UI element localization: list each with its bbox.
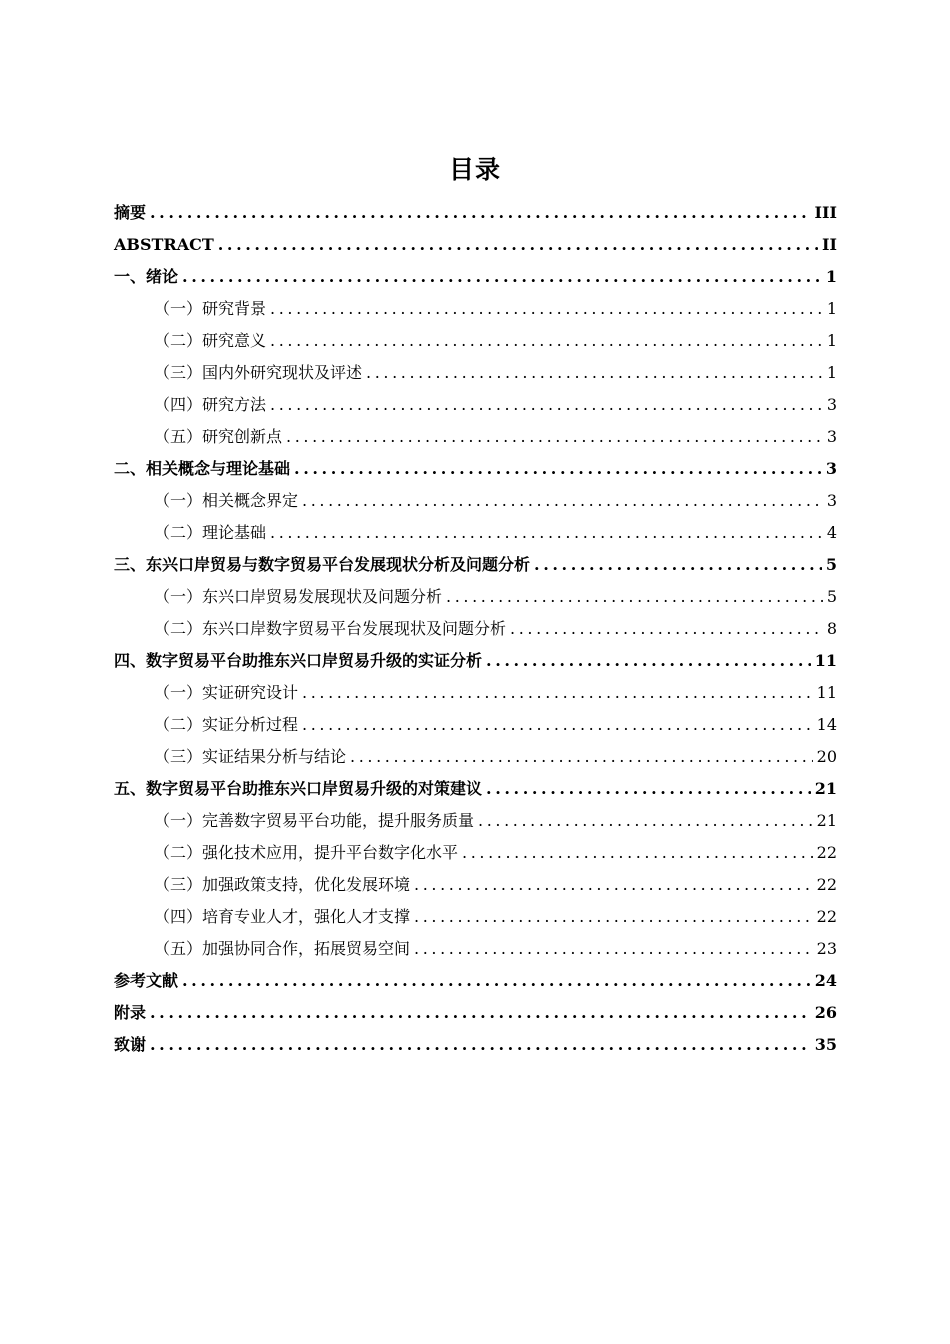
toc-entry[interactable]	[114, 613, 837, 645]
dot-leader	[366, 357, 823, 389]
toc-entry-page: 4	[826, 523, 837, 542]
toc-entry-page: 3	[826, 395, 837, 414]
toc-entry-page: 22	[816, 875, 837, 894]
toc-entry[interactable]	[114, 869, 837, 901]
toc-entry-page: 1	[826, 363, 837, 382]
toc-entry-number: （五）	[154, 939, 203, 958]
dot-leader	[414, 869, 813, 901]
dot-leader	[462, 837, 813, 869]
toc-entry[interactable]	[114, 773, 837, 805]
toc-entry-page: 1	[826, 331, 837, 350]
table-of-contents	[114, 197, 837, 1061]
toc-entry-page: 5	[826, 587, 837, 606]
dot-leader	[286, 421, 823, 453]
dot-leader	[350, 741, 813, 773]
dot-leader	[182, 261, 822, 293]
toc-entry-number: （三）	[154, 747, 203, 766]
toc-entry-number: （一）	[154, 587, 203, 606]
toc-entry-title: 研究方法	[202, 395, 267, 414]
toc-entry-page: 3	[825, 459, 837, 478]
toc-entry[interactable]	[114, 485, 837, 517]
toc-entry-page: 22	[816, 843, 837, 862]
toc-entry-number: （二）	[154, 843, 203, 862]
toc-entry[interactable]	[114, 229, 837, 261]
toc-entry-page: 21	[816, 811, 837, 830]
toc-entry-title: ABSTRACT	[114, 235, 214, 254]
page-title: 目录	[448, 155, 501, 184]
toc-entry-title: 实证结果分析与结论	[202, 747, 347, 766]
toc-entry[interactable]	[114, 325, 837, 357]
toc-entry-title: 加强政策支持，优化发展环境	[202, 875, 411, 894]
toc-entry-title: 致谢	[114, 1035, 147, 1054]
toc-entry-number: 三、	[114, 555, 147, 574]
dot-leader	[270, 389, 823, 421]
toc-entry-page: 21	[814, 779, 837, 798]
toc-entry[interactable]	[114, 197, 837, 229]
toc-entry-page: 5	[825, 555, 837, 574]
dot-leader	[478, 805, 813, 837]
toc-entry-page: 11	[814, 651, 837, 670]
dot-leader	[302, 709, 813, 741]
toc-entry-title: 相关概念界定	[202, 491, 299, 510]
toc-entry[interactable]	[114, 389, 837, 421]
toc-entry[interactable]	[114, 549, 837, 581]
toc-entry[interactable]	[114, 677, 837, 709]
toc-entry[interactable]	[114, 517, 837, 549]
toc-entry-number: （二）	[154, 619, 203, 638]
toc-entry-title: 摘要	[114, 203, 147, 222]
toc-entry[interactable]	[114, 581, 837, 613]
toc-entry-page: 35	[814, 1035, 837, 1054]
toc-entry-title: 实证研究设计	[202, 683, 299, 702]
toc-entry-title: 东兴口岸数字贸易平台发展现状及问题分析	[202, 619, 507, 638]
toc-entry-number: （二）	[154, 523, 203, 542]
dot-leader	[414, 901, 813, 933]
toc-entry-title: 东兴口岸贸易与数字贸易平台发展现状分析及问题分析	[146, 555, 531, 574]
dot-leader	[302, 485, 823, 517]
toc-entry-page: 26	[814, 1003, 837, 1022]
toc-entry[interactable]	[114, 293, 837, 325]
toc-entry-title: 加强协同合作，拓展贸易空间	[202, 939, 411, 958]
toc-entry-title: 实证分析过程	[202, 715, 299, 734]
dot-leader	[510, 613, 823, 645]
toc-entry-title: 相关概念与理论基础	[146, 459, 291, 478]
toc-entry[interactable]	[114, 1029, 837, 1061]
toc-entry-title: 附录	[114, 1003, 147, 1022]
dot-leader	[486, 645, 811, 677]
dot-leader	[218, 229, 818, 261]
toc-entry-page: 24	[814, 971, 837, 990]
dot-leader	[446, 581, 823, 613]
toc-entry[interactable]	[114, 965, 837, 997]
toc-entry-title: 数字贸易平台助推东兴口岸贸易升级的对策建议	[146, 779, 483, 798]
toc-entry-page: 3	[826, 491, 837, 510]
toc-entry[interactable]	[114, 805, 837, 837]
toc-entry[interactable]	[114, 453, 837, 485]
toc-entry-title: 绪论	[146, 267, 179, 286]
toc-entry[interactable]	[114, 741, 837, 773]
toc-entry-number: 五、	[114, 779, 147, 798]
toc-entry[interactable]	[114, 645, 837, 677]
toc-entry-number: （三）	[154, 875, 203, 894]
toc-entry-title: 培育专业人才，强化人才支撑	[202, 907, 411, 926]
toc-entry-page: II	[822, 235, 837, 254]
toc-entry[interactable]	[114, 261, 837, 293]
toc-entry-number: （三）	[154, 363, 203, 382]
toc-entry-title: 理论基础	[202, 523, 267, 542]
dot-leader	[486, 773, 811, 805]
toc-entry-page: 23	[816, 939, 837, 958]
dot-leader	[302, 677, 813, 709]
toc-entry-page: 3	[826, 427, 837, 446]
dot-leader	[182, 965, 811, 997]
toc-entry-title: 东兴口岸贸易发展现状及问题分析	[202, 587, 443, 606]
toc-entry-number: 四、	[114, 651, 147, 670]
dot-leader	[150, 1029, 811, 1061]
toc-entry-title: 国内外研究现状及评述	[202, 363, 363, 382]
toc-entry-number: （二）	[154, 715, 203, 734]
toc-entry-number: 一、	[114, 267, 147, 286]
toc-entry-title: 研究创新点	[202, 427, 283, 446]
toc-entry[interactable]	[114, 997, 837, 1029]
toc-entry[interactable]	[114, 901, 837, 933]
dot-leader	[414, 933, 813, 965]
dot-leader	[270, 293, 823, 325]
toc-entry-number: （一）	[154, 491, 203, 510]
toc-entry[interactable]	[114, 357, 837, 389]
toc-entry-number: （一）	[154, 299, 203, 318]
dot-leader	[294, 453, 822, 485]
dot-leader	[270, 517, 823, 549]
toc-entry-page: 14	[816, 715, 837, 734]
dot-leader	[534, 549, 822, 581]
toc-entry-title: 研究意义	[202, 331, 267, 350]
toc-entry[interactable]	[114, 933, 837, 965]
toc-entry[interactable]	[114, 421, 837, 453]
toc-entry-page: 1	[825, 267, 837, 286]
toc-entry-number: 二、	[114, 459, 147, 478]
toc-entry[interactable]	[114, 709, 837, 741]
toc-entry-title: 强化技术应用，提升平台数字化水平	[202, 843, 459, 862]
toc-entry-number: （二）	[154, 331, 203, 350]
toc-entry-number: （一）	[154, 683, 203, 702]
dot-leader	[150, 997, 811, 1029]
toc-entry-page: 11	[816, 683, 837, 702]
toc-entry-page: 22	[816, 907, 837, 926]
toc-entry-number: （四）	[154, 907, 203, 926]
toc-entry-page: III	[814, 203, 837, 222]
dot-leader	[270, 325, 823, 357]
toc-entry-page: 8	[826, 619, 837, 638]
toc-entry-title: 完善数字贸易平台功能，提升服务质量	[202, 811, 475, 830]
toc-entry-page: 1	[826, 299, 837, 318]
toc-entry-title: 数字贸易平台助推东兴口岸贸易升级的实证分析	[146, 651, 483, 670]
toc-entry-number: （一）	[154, 811, 203, 830]
toc-entry-number: （四）	[154, 395, 203, 414]
toc-entry-title: 研究背景	[202, 299, 267, 318]
toc-entry-page: 20	[816, 747, 837, 766]
toc-entry-number: （五）	[154, 427, 203, 446]
dot-leader	[150, 197, 811, 229]
toc-entry[interactable]	[114, 837, 837, 869]
toc-entry-title: 参考文献	[114, 971, 179, 990]
